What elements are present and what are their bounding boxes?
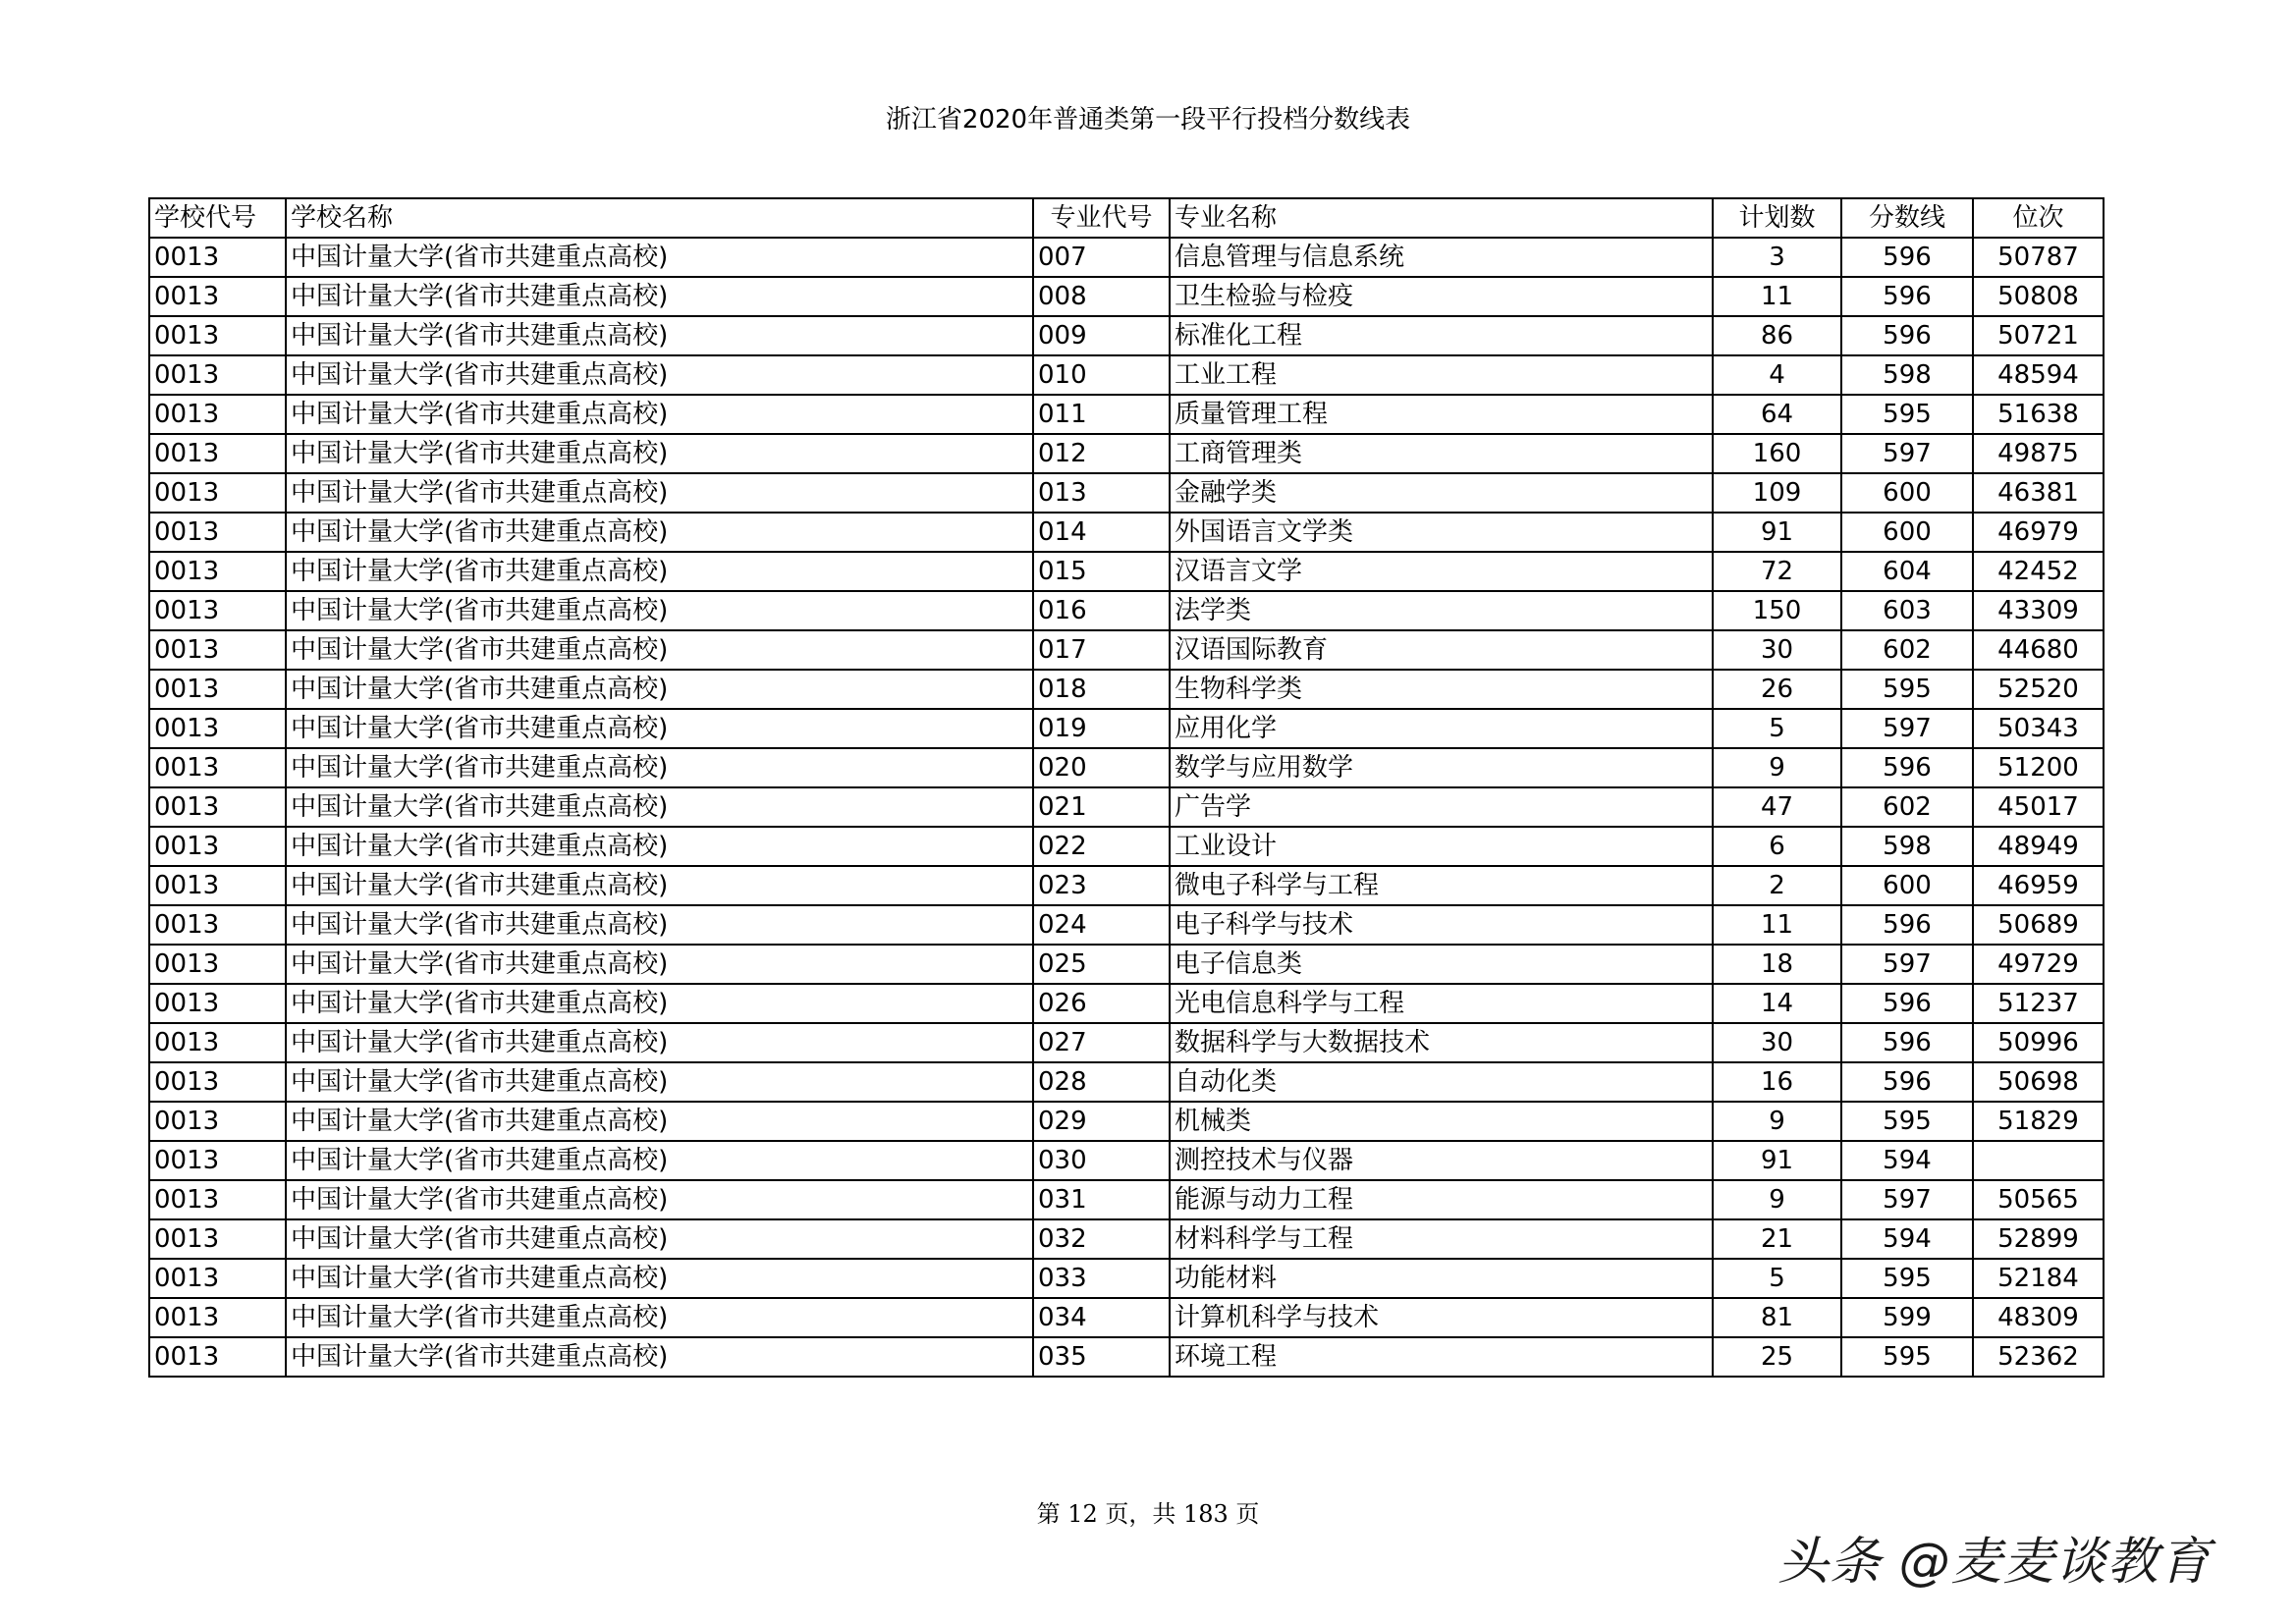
cell-major-code: 018 [1033,670,1170,709]
cell-school-name: 中国计量大学(省市共建重点高校) [286,670,1033,709]
cell-score-line: 597 [1841,945,1973,984]
cell-major-name: 计算机科学与技术 [1170,1298,1713,1337]
col-header-score-line: 分数线 [1841,198,1973,238]
cell-major-name: 汉语国际教育 [1170,630,1713,670]
cell-score-line: 600 [1841,866,1973,905]
page-footer: 第 12 页，共 183 页 [1036,1500,1260,1528]
cell-plan-count: 18 [1713,945,1841,984]
cell-major-name: 金融学类 [1170,473,1713,513]
table-row [149,1337,2104,1377]
cell-score-line: 598 [1841,827,1973,866]
cell-school-name: 中国计量大学(省市共建重点高校) [286,1259,1033,1298]
cell-major-code: 028 [1033,1062,1170,1102]
cell-score-line: 604 [1841,552,1973,591]
cell-plan-count: 5 [1713,709,1841,748]
document-title: 浙江省2020年普通类第一段平行投档分数线表 [885,105,1411,135]
cell-school-name: 中国计量大学(省市共建重点高校) [286,591,1033,630]
cell-major-name: 工业设计 [1170,827,1713,866]
table-row [149,355,2104,395]
table-row [149,395,2104,434]
cell-major-name: 外国语言文学类 [1170,513,1713,552]
cell-plan-count: 9 [1713,1102,1841,1141]
cell-school-name: 中国计量大学(省市共建重点高校) [286,866,1033,905]
table-row [149,591,2104,630]
cell-school-code: 0013 [149,827,286,866]
cell-plan-count: 9 [1713,748,1841,787]
cell-rank: 52184 [1973,1259,2104,1298]
cell-score-line: 596 [1841,905,1973,945]
col-header-plan-count: 计划数 [1713,198,1841,238]
table-row [149,473,2104,513]
cell-school-code: 0013 [149,945,286,984]
cell-major-code: 015 [1033,552,1170,591]
cell-score-line: 597 [1841,1180,1973,1219]
cell-school-code: 0013 [149,984,286,1023]
cell-school-name: 中国计量大学(省市共建重点高校) [286,473,1033,513]
cell-plan-count: 21 [1713,1219,1841,1259]
cell-school-name: 中国计量大学(省市共建重点高校) [286,1023,1033,1062]
cell-major-code: 025 [1033,945,1170,984]
cell-rank: 50721 [1973,316,2104,355]
cell-school-code: 0013 [149,513,286,552]
cell-plan-count: 72 [1713,552,1841,591]
cell-rank [1973,1141,2104,1180]
cell-major-name: 生物科学类 [1170,670,1713,709]
cell-score-line: 594 [1841,1141,1973,1180]
cell-major-code: 016 [1033,591,1170,630]
cell-score-line: 603 [1841,591,1973,630]
cell-rank: 52520 [1973,670,2104,709]
cell-rank: 48594 [1973,355,2104,395]
cell-plan-count: 11 [1713,905,1841,945]
cell-rank: 44680 [1973,630,2104,670]
cell-school-name: 中国计量大学(省市共建重点高校) [286,1062,1033,1102]
cell-major-code: 008 [1033,277,1170,316]
cell-score-line: 594 [1841,1219,1973,1259]
cell-major-name: 电子科学与技术 [1170,905,1713,945]
table-row [149,1062,2104,1102]
cell-score-line: 597 [1841,709,1973,748]
cell-rank: 50996 [1973,1023,2104,1062]
cell-rank: 50565 [1973,1180,2104,1219]
cell-school-name: 中国计量大学(省市共建重点高校) [286,945,1033,984]
cell-rank: 51237 [1973,984,2104,1023]
cell-major-code: 031 [1033,1180,1170,1219]
cell-score-line: 595 [1841,1337,1973,1377]
cell-school-name: 中国计量大学(省市共建重点高校) [286,630,1033,670]
cell-major-name: 信息管理与信息系统 [1170,238,1713,277]
cell-major-code: 007 [1033,238,1170,277]
col-header-school-code: 学校代号 [149,198,286,238]
table-row [149,513,2104,552]
col-header-major-name: 专业名称 [1170,198,1713,238]
table-row [149,905,2104,945]
cell-major-name: 汉语言文学 [1170,552,1713,591]
cell-score-line: 596 [1841,1023,1973,1062]
cell-school-code: 0013 [149,866,286,905]
cell-score-line: 596 [1841,277,1973,316]
table-row [149,238,2104,277]
cell-school-name: 中国计量大学(省市共建重点高校) [286,316,1033,355]
cell-score-line: 595 [1841,670,1973,709]
cell-plan-count: 5 [1713,1259,1841,1298]
cell-score-line: 596 [1841,1062,1973,1102]
cell-score-line: 602 [1841,630,1973,670]
cell-school-name: 中国计量大学(省市共建重点高校) [286,1337,1033,1377]
cell-plan-count: 91 [1713,1141,1841,1180]
cell-school-code: 0013 [149,238,286,277]
cell-school-code: 0013 [149,709,286,748]
cell-school-code: 0013 [149,355,286,395]
cell-plan-count: 160 [1713,434,1841,473]
cell-school-name: 中国计量大学(省市共建重点高校) [286,709,1033,748]
cell-rank: 52899 [1973,1219,2104,1259]
cell-plan-count: 64 [1713,395,1841,434]
cell-rank: 52362 [1973,1337,2104,1377]
cell-major-code: 030 [1033,1141,1170,1180]
cell-school-name: 中国计量大学(省市共建重点高校) [286,827,1033,866]
cell-plan-count: 2 [1713,866,1841,905]
cell-rank: 50808 [1973,277,2104,316]
cell-school-name: 中国计量大学(省市共建重点高校) [286,395,1033,434]
cell-school-code: 0013 [149,670,286,709]
cell-major-name: 环境工程 [1170,1337,1713,1377]
table-row [149,670,2104,709]
cell-school-code: 0013 [149,748,286,787]
cell-major-code: 009 [1033,316,1170,355]
cell-major-code: 019 [1033,709,1170,748]
cell-rank: 46959 [1973,866,2104,905]
cell-major-code: 032 [1033,1219,1170,1259]
cell-major-name: 电子信息类 [1170,945,1713,984]
cell-score-line: 596 [1841,748,1973,787]
cell-school-name: 中国计量大学(省市共建重点高校) [286,238,1033,277]
cell-rank: 45017 [1973,787,2104,827]
cell-plan-count: 25 [1713,1337,1841,1377]
cell-major-name: 能源与动力工程 [1170,1180,1713,1219]
cell-major-name: 工商管理类 [1170,434,1713,473]
cell-rank: 50689 [1973,905,2104,945]
table-row [149,1259,2104,1298]
cell-school-name: 中国计量大学(省市共建重点高校) [286,552,1033,591]
cell-rank: 43309 [1973,591,2104,630]
cell-major-name: 数学与应用数学 [1170,748,1713,787]
cell-plan-count: 26 [1713,670,1841,709]
cell-plan-count: 9 [1713,1180,1841,1219]
cell-major-name: 应用化学 [1170,709,1713,748]
table-row [149,1102,2104,1141]
cell-school-code: 0013 [149,905,286,945]
cell-major-code: 022 [1033,827,1170,866]
table-row [149,316,2104,355]
cell-school-code: 0013 [149,395,286,434]
cell-score-line: 596 [1841,984,1973,1023]
table-row [149,1298,2104,1337]
cell-plan-count: 6 [1713,827,1841,866]
table-row [149,552,2104,591]
cell-school-name: 中国计量大学(省市共建重点高校) [286,748,1033,787]
cell-rank: 48949 [1973,827,2104,866]
cell-rank: 49729 [1973,945,2104,984]
cell-school-code: 0013 [149,316,286,355]
table-row [149,1141,2104,1180]
cell-rank: 50698 [1973,1062,2104,1102]
cell-score-line: 595 [1841,1102,1973,1141]
cell-plan-count: 30 [1713,630,1841,670]
table-row [149,866,2104,905]
col-header-major-code: 专业代号 [1033,198,1170,238]
cell-plan-count: 30 [1713,1023,1841,1062]
cell-score-line: 599 [1841,1298,1973,1337]
cell-plan-count: 86 [1713,316,1841,355]
cell-major-name: 光电信息科学与工程 [1170,984,1713,1023]
score-table [148,197,2105,1378]
cell-major-code: 029 [1033,1102,1170,1141]
cell-major-code: 027 [1033,1023,1170,1062]
cell-school-code: 0013 [149,1298,286,1337]
cell-school-name: 中国计量大学(省市共建重点高校) [286,984,1033,1023]
table-row [149,1180,2104,1219]
cell-rank: 50787 [1973,238,2104,277]
cell-plan-count: 91 [1713,513,1841,552]
cell-major-name: 法学类 [1170,591,1713,630]
cell-plan-count: 14 [1713,984,1841,1023]
cell-major-code: 024 [1033,905,1170,945]
table-row [149,1219,2104,1259]
cell-major-name: 测控技术与仪器 [1170,1141,1713,1180]
cell-major-name: 微电子科学与工程 [1170,866,1713,905]
cell-school-code: 0013 [149,1102,286,1141]
cell-major-code: 033 [1033,1259,1170,1298]
cell-score-line: 596 [1841,316,1973,355]
cell-major-name: 标准化工程 [1170,316,1713,355]
cell-rank: 51638 [1973,395,2104,434]
table-body [149,238,2104,1377]
table-row [149,434,2104,473]
cell-school-code: 0013 [149,434,286,473]
cell-school-code: 0013 [149,1180,286,1219]
cell-school-code: 0013 [149,1259,286,1298]
cell-major-name: 材料科学与工程 [1170,1219,1713,1259]
cell-major-name: 广告学 [1170,787,1713,827]
cell-rank: 51200 [1973,748,2104,787]
table-row [149,1023,2104,1062]
cell-school-name: 中国计量大学(省市共建重点高校) [286,1219,1033,1259]
table-row [149,984,2104,1023]
table-row [149,827,2104,866]
watermark: 头条 @麦麦谈教育 [1777,1533,2212,1592]
cell-school-code: 0013 [149,277,286,316]
cell-school-code: 0013 [149,1062,286,1102]
cell-school-code: 0013 [149,787,286,827]
table-row [149,277,2104,316]
cell-major-code: 010 [1033,355,1170,395]
cell-rank: 50343 [1973,709,2104,748]
cell-score-line: 595 [1841,1259,1973,1298]
cell-major-name: 卫生检验与检疫 [1170,277,1713,316]
cell-school-code: 0013 [149,630,286,670]
cell-score-line: 602 [1841,787,1973,827]
cell-major-code: 034 [1033,1298,1170,1337]
cell-rank: 49875 [1973,434,2104,473]
table-row [149,945,2104,984]
cell-major-code: 023 [1033,866,1170,905]
cell-school-code: 0013 [149,552,286,591]
cell-major-code: 020 [1033,748,1170,787]
cell-major-code: 013 [1033,473,1170,513]
cell-rank: 42452 [1973,552,2104,591]
cell-rank: 46381 [1973,473,2104,513]
cell-school-name: 中国计量大学(省市共建重点高校) [286,787,1033,827]
cell-major-name: 机械类 [1170,1102,1713,1141]
cell-major-code: 014 [1033,513,1170,552]
cell-school-code: 0013 [149,1337,286,1377]
cell-major-name: 数据科学与大数据技术 [1170,1023,1713,1062]
cell-school-name: 中国计量大学(省市共建重点高校) [286,434,1033,473]
cell-plan-count: 109 [1713,473,1841,513]
cell-score-line: 595 [1841,395,1973,434]
table-row [149,630,2104,670]
cell-major-name: 质量管理工程 [1170,395,1713,434]
cell-plan-count: 47 [1713,787,1841,827]
cell-major-code: 017 [1033,630,1170,670]
cell-school-name: 中国计量大学(省市共建重点高校) [286,1298,1033,1337]
cell-plan-count: 11 [1713,277,1841,316]
cell-school-name: 中国计量大学(省市共建重点高校) [286,1141,1033,1180]
cell-school-name: 中国计量大学(省市共建重点高校) [286,355,1033,395]
cell-major-code: 035 [1033,1337,1170,1377]
cell-score-line: 600 [1841,513,1973,552]
cell-school-name: 中国计量大学(省市共建重点高校) [286,513,1033,552]
cell-school-name: 中国计量大学(省市共建重点高校) [286,1102,1033,1141]
cell-score-line: 598 [1841,355,1973,395]
table-row [149,748,2104,787]
cell-school-code: 0013 [149,1219,286,1259]
cell-plan-count: 81 [1713,1298,1841,1337]
cell-plan-count: 16 [1713,1062,1841,1102]
cell-score-line: 600 [1841,473,1973,513]
cell-school-name: 中国计量大学(省市共建重点高校) [286,277,1033,316]
cell-school-name: 中国计量大学(省市共建重点高校) [286,905,1033,945]
cell-school-code: 0013 [149,1023,286,1062]
cell-school-code: 0013 [149,473,286,513]
cell-plan-count: 150 [1713,591,1841,630]
cell-school-code: 0013 [149,1141,286,1180]
cell-rank: 48309 [1973,1298,2104,1337]
cell-major-code: 011 [1033,395,1170,434]
cell-major-name: 自动化类 [1170,1062,1713,1102]
cell-score-line: 597 [1841,434,1973,473]
cell-major-name: 工业工程 [1170,355,1713,395]
cell-major-code: 026 [1033,984,1170,1023]
table-header-row [149,198,2104,238]
table-row [149,709,2104,748]
cell-major-name: 功能材料 [1170,1259,1713,1298]
table-row [149,787,2104,827]
col-header-rank: 位次 [1973,198,2104,238]
cell-rank: 51829 [1973,1102,2104,1141]
cell-score-line: 596 [1841,238,1973,277]
cell-school-code: 0013 [149,591,286,630]
col-header-school-name: 学校名称 [286,198,1033,238]
cell-major-code: 021 [1033,787,1170,827]
cell-plan-count: 4 [1713,355,1841,395]
cell-major-code: 012 [1033,434,1170,473]
cell-rank: 46979 [1973,513,2104,552]
cell-school-name: 中国计量大学(省市共建重点高校) [286,1180,1033,1219]
cell-plan-count: 3 [1713,238,1841,277]
